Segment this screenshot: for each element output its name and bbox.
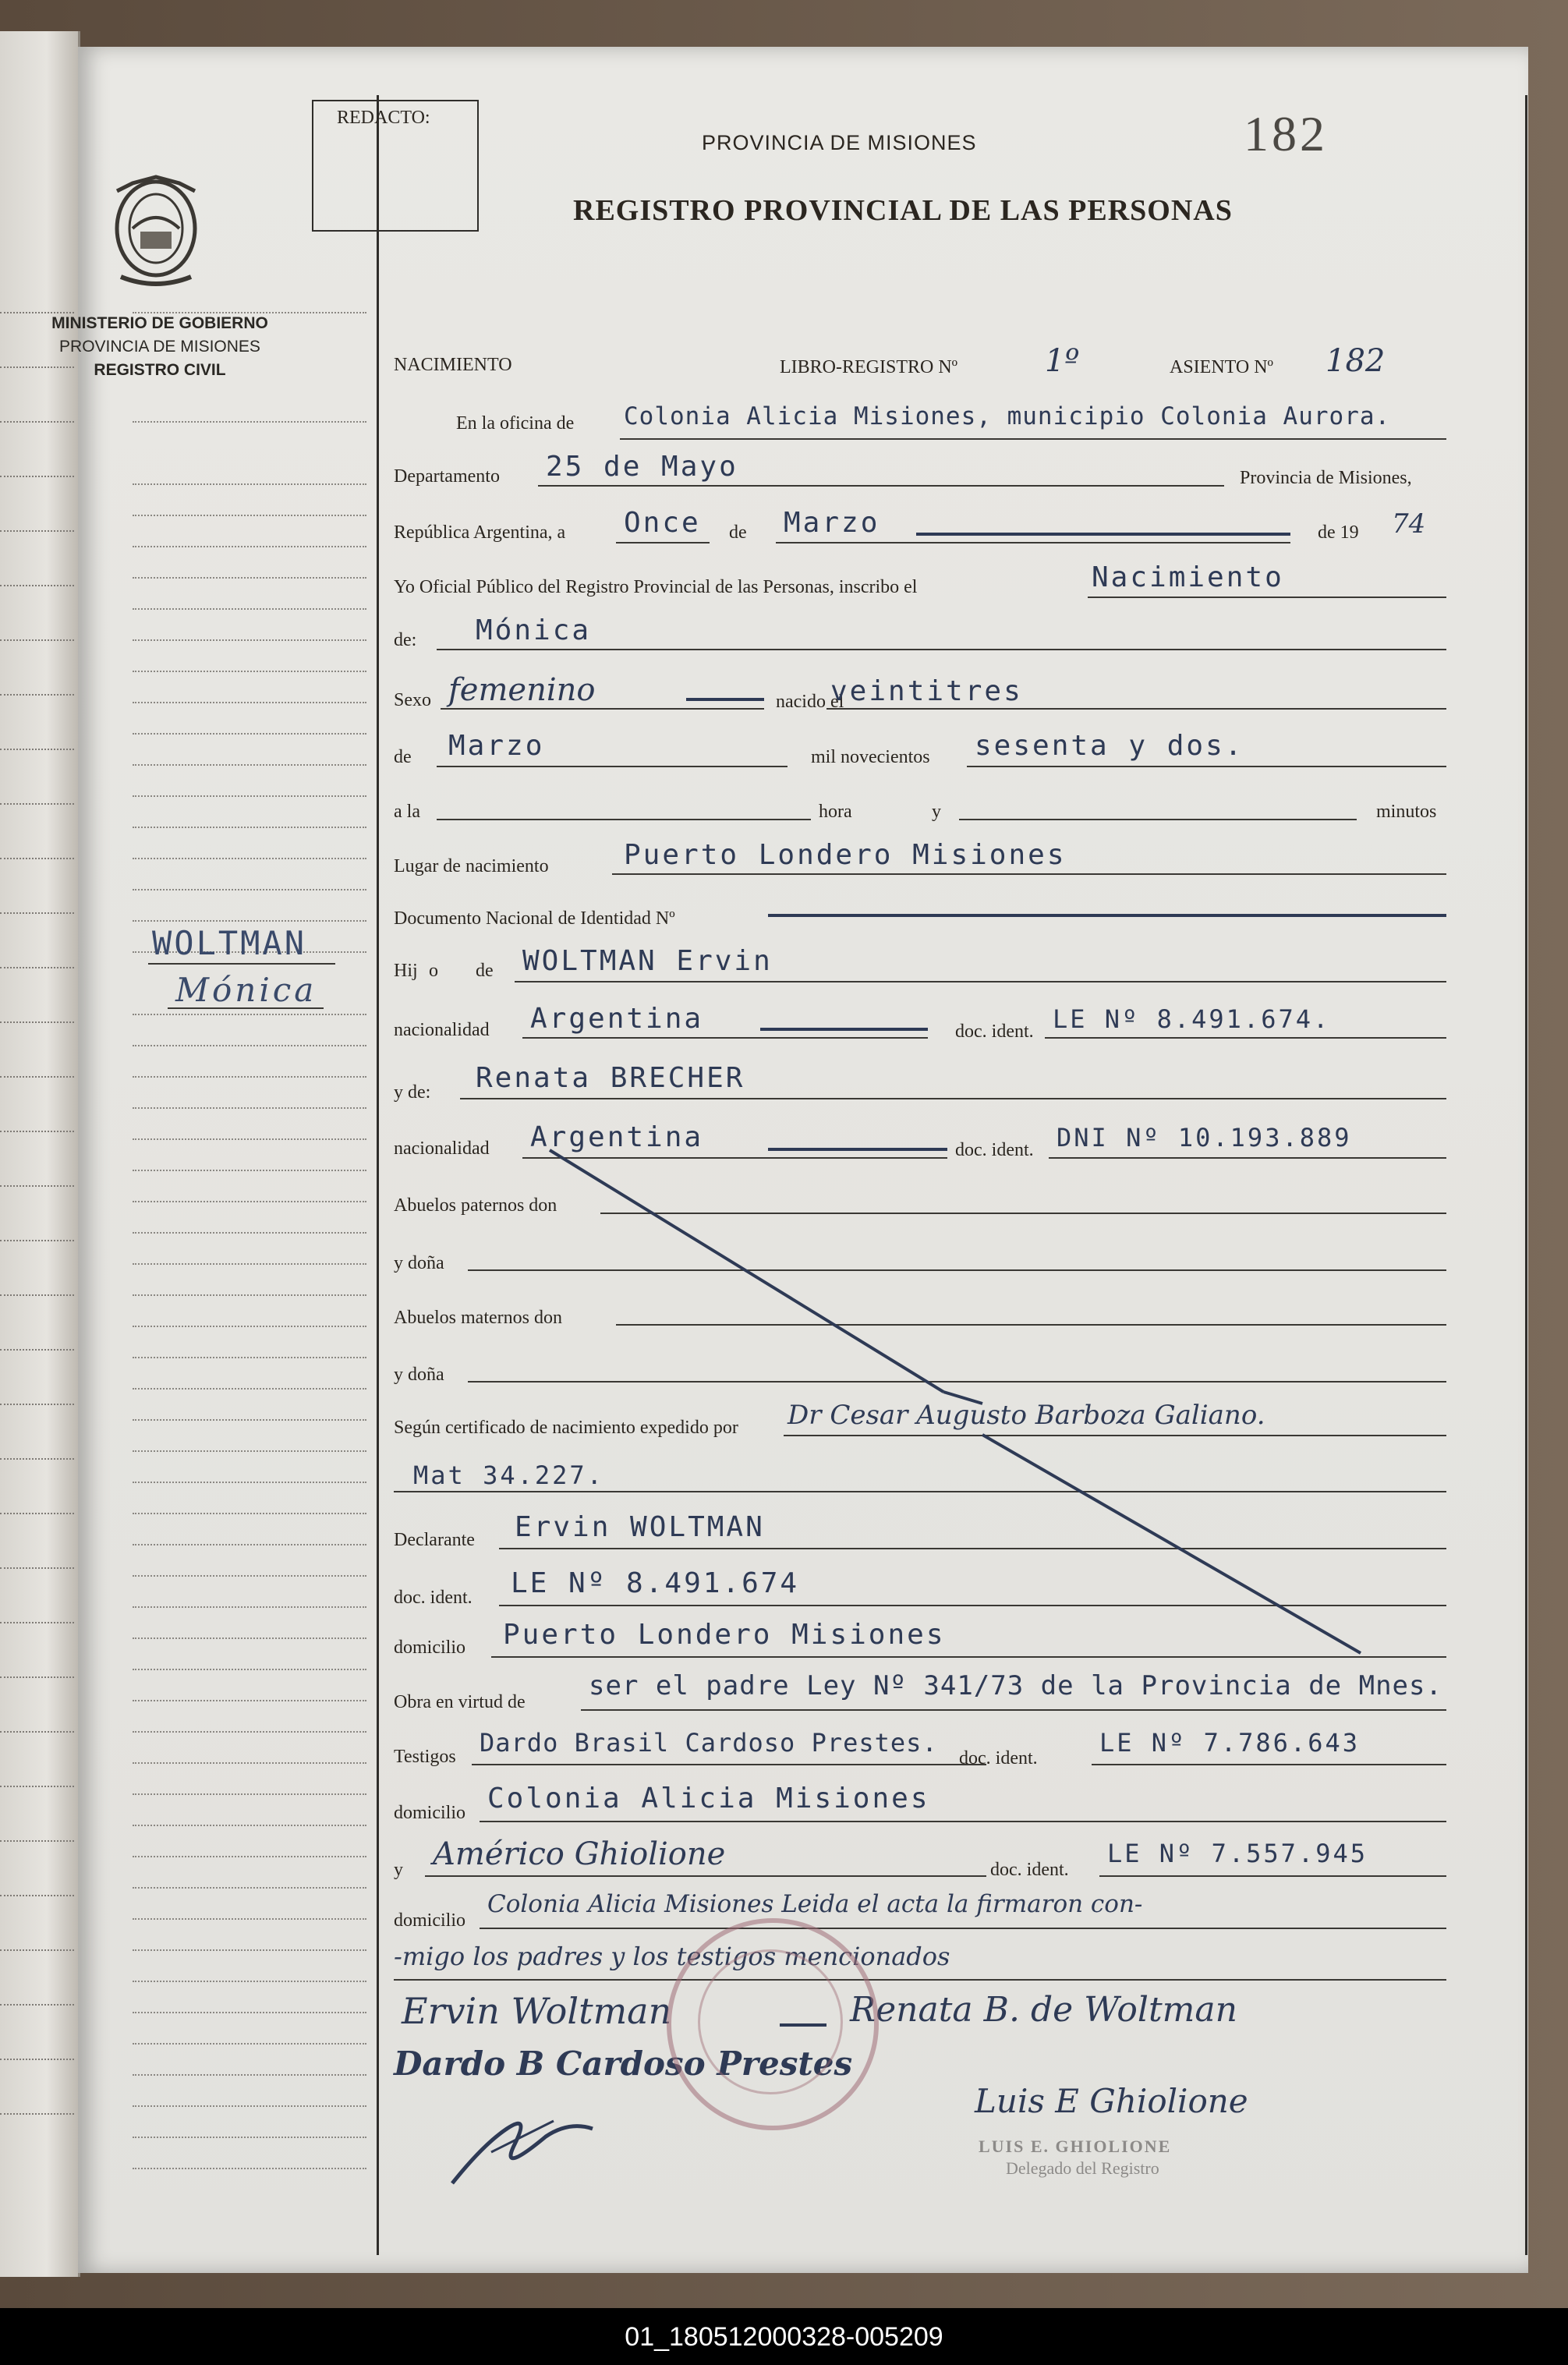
label-declarante: Declarante	[394, 1530, 475, 1550]
value-testigo2: Américo Ghiolione	[433, 1836, 726, 1872]
label-hijo: Hij	[394, 961, 418, 981]
label-domicilio-declarante: domicilio	[394, 1637, 465, 1658]
province-title: PROVINCIA DE MISIONES	[702, 131, 977, 154]
value-hijo-suffix: o	[429, 961, 438, 981]
label-y-dona-1: y doña	[394, 1253, 444, 1273]
label-de-year: de 19	[1318, 522, 1359, 543]
value-matricula: Mat 34.227.	[413, 1460, 604, 1490]
label-provincia: Provincia de Misiones,	[1240, 468, 1412, 488]
value-padre: WOLTMAN Ervin	[522, 945, 773, 977]
ministry-line3: REGISTRO CIVIL	[94, 361, 226, 379]
signature-oficial: Luis E Ghiolione	[975, 2082, 1248, 2120]
value-cierre: -migo los padres y los testigos mencionados	[394, 1942, 950, 1971]
value-madre: Renata BRECHER	[476, 1062, 745, 1094]
label-de-colon: de:	[394, 630, 417, 650]
value-madre-nac: Argentina	[530, 1121, 704, 1153]
label-minutos: minutos	[1376, 802, 1437, 822]
label-sexo: Sexo	[394, 690, 431, 710]
label-nacionalidad-padre: nacionalidad	[394, 1020, 490, 1040]
label-doc-ident-declarante: doc. ident.	[394, 1588, 473, 1608]
label-mil-novecientos: mil novecientos	[811, 747, 930, 767]
label-yo-oficial: Yo Oficial Público del Registro Provincial de las Personas, inscribo el	[394, 577, 918, 597]
ministry-line2: PROVINCIA DE MISIONES	[59, 338, 260, 356]
label-y-dona-2: y doña	[394, 1365, 444, 1385]
value-oficina: Colonia Alicia Misiones, municipio Colonia Aurora.	[624, 402, 1391, 430]
value-nacido-anio: sesenta y dos.	[975, 730, 1244, 762]
value-nombre: Mónica	[476, 614, 592, 646]
ministry-line1: MINISTERIO DE GOBIERNO	[51, 314, 268, 332]
label-doc-ident-madre: doc. ident.	[955, 1140, 1034, 1160]
label-abuelos-maternos: Abuelos maternos don	[394, 1308, 562, 1328]
label-doc-ident-padre: doc. ident.	[955, 1021, 1034, 1042]
margin-surname: WOLTMAN	[152, 924, 307, 962]
value-nacido-mes: Marzo	[448, 730, 545, 762]
label-segun: Según certificado de nacimiento expedido por	[394, 1418, 738, 1438]
label-obra: Obra en virtud de	[394, 1692, 526, 1712]
value-testigo1-doc: LE Nº 7.786.643	[1099, 1728, 1360, 1758]
signature-madre: Renata B. de Woltman	[850, 1990, 1237, 2030]
label-libro-registro: LIBRO-REGISTRO Nº	[780, 357, 958, 377]
official-name: LUIS E. GHIOLIONE	[979, 2137, 1172, 2156]
value-asiento: 182	[1326, 343, 1386, 379]
value-departamento: 25 de Mayo	[546, 451, 738, 483]
label-testigos: Testigos	[394, 1747, 456, 1767]
label-doc-ident-testigo2: doc. ident.	[990, 1860, 1069, 1880]
label-abuelos-paternos: Abuelos paternos don	[394, 1195, 557, 1216]
value-obra: ser el padre Ley Nº 341/73 de la Provincia de Mnes.	[589, 1670, 1442, 1701]
label-de-hijo: de	[476, 961, 494, 981]
value-testigo2-domicilio: Colonia Alicia Misiones Leida el acta la firmaron con-	[487, 1890, 1143, 1918]
registry-title: REGISTRO PROVINCIAL DE LAS PERSONAS	[573, 194, 1233, 227]
label-documento: Documento Nacional de Identidad Nº	[394, 908, 675, 929]
value-acto: Nacimiento	[1092, 561, 1284, 593]
label-lugar: Lugar de nacimiento	[394, 856, 549, 876]
value-nacido-dia: veintitres	[830, 675, 1023, 707]
value-declarante-domicilio: Puerto Londero Misiones	[503, 1619, 946, 1651]
official-title: Delegado del Registro	[1006, 2158, 1159, 2178]
label-republica: República Argentina, a	[394, 522, 566, 543]
label-departamento: Departamento	[394, 466, 500, 487]
value-declarante-doc: LE Nº 8.491.674	[511, 1567, 800, 1599]
value-padre-nac: Argentina	[530, 1003, 704, 1035]
value-dia: Once	[624, 507, 701, 539]
signature-padre: Ervin Woltman	[402, 1990, 672, 2032]
value-certificado-por: Dr Cesar Augusto Barboza Galiano.	[788, 1400, 1265, 1431]
label-nacimiento: NACIMIENTO	[394, 355, 512, 375]
value-libro: 1º	[1045, 343, 1080, 379]
redacto-label: REDACTO:	[337, 108, 430, 128]
value-mes: Marzo	[784, 507, 880, 539]
value-madre-doc: DNI Nº 10.193.889	[1057, 1123, 1352, 1152]
label-nacionalidad-madre: nacionalidad	[394, 1138, 490, 1159]
value-sexo: femenino	[448, 672, 596, 708]
value-testigo1: Dardo Brasil Cardoso Prestes.	[480, 1728, 938, 1758]
image-caption-bar	[0, 2308, 1568, 2365]
label-de: de	[729, 522, 747, 543]
label-doc-ident-testigo1: doc. ident.	[959, 1748, 1038, 1768]
margin-given-name: Mónica	[175, 971, 317, 1009]
signature-testigo1: Dardo B Cardoso Prestes	[394, 2045, 853, 2083]
value-declarante: Ervin WOLTMAN	[515, 1511, 765, 1543]
label-de-2: de	[394, 747, 412, 767]
label-oficina: En la oficina de	[456, 413, 575, 434]
label-a-la: a la	[394, 802, 420, 822]
label-y-de: y de:	[394, 1082, 431, 1103]
label-domicilio-testigo1: domicilio	[394, 1803, 465, 1823]
signature-testigo2-mark	[437, 2098, 608, 2199]
label-domicilio-testigo2: domicilio	[394, 1910, 465, 1931]
page-number: 182	[1244, 106, 1328, 161]
official-seal-stamp	[667, 1918, 879, 2130]
image-caption: 01_180512000328-005209	[625, 2322, 943, 2352]
value-lugar: Puerto Londero Misiones	[624, 839, 1067, 871]
value-testigo1-domicilio: Colonia Alicia Misiones	[487, 1783, 930, 1814]
value-testigo2-doc: LE Nº 7.557.945	[1107, 1839, 1368, 1868]
label-y: y	[932, 802, 941, 822]
label-hora: hora	[819, 802, 852, 822]
value-padre-doc: LE Nº 8.491.674.	[1053, 1004, 1331, 1034]
value-anio: 74	[1392, 508, 1426, 540]
label-y-testigo2: y	[394, 1860, 403, 1880]
label-nacido-el: nacido el	[776, 692, 844, 712]
label-asiento: ASIENTO Nº	[1170, 357, 1273, 377]
